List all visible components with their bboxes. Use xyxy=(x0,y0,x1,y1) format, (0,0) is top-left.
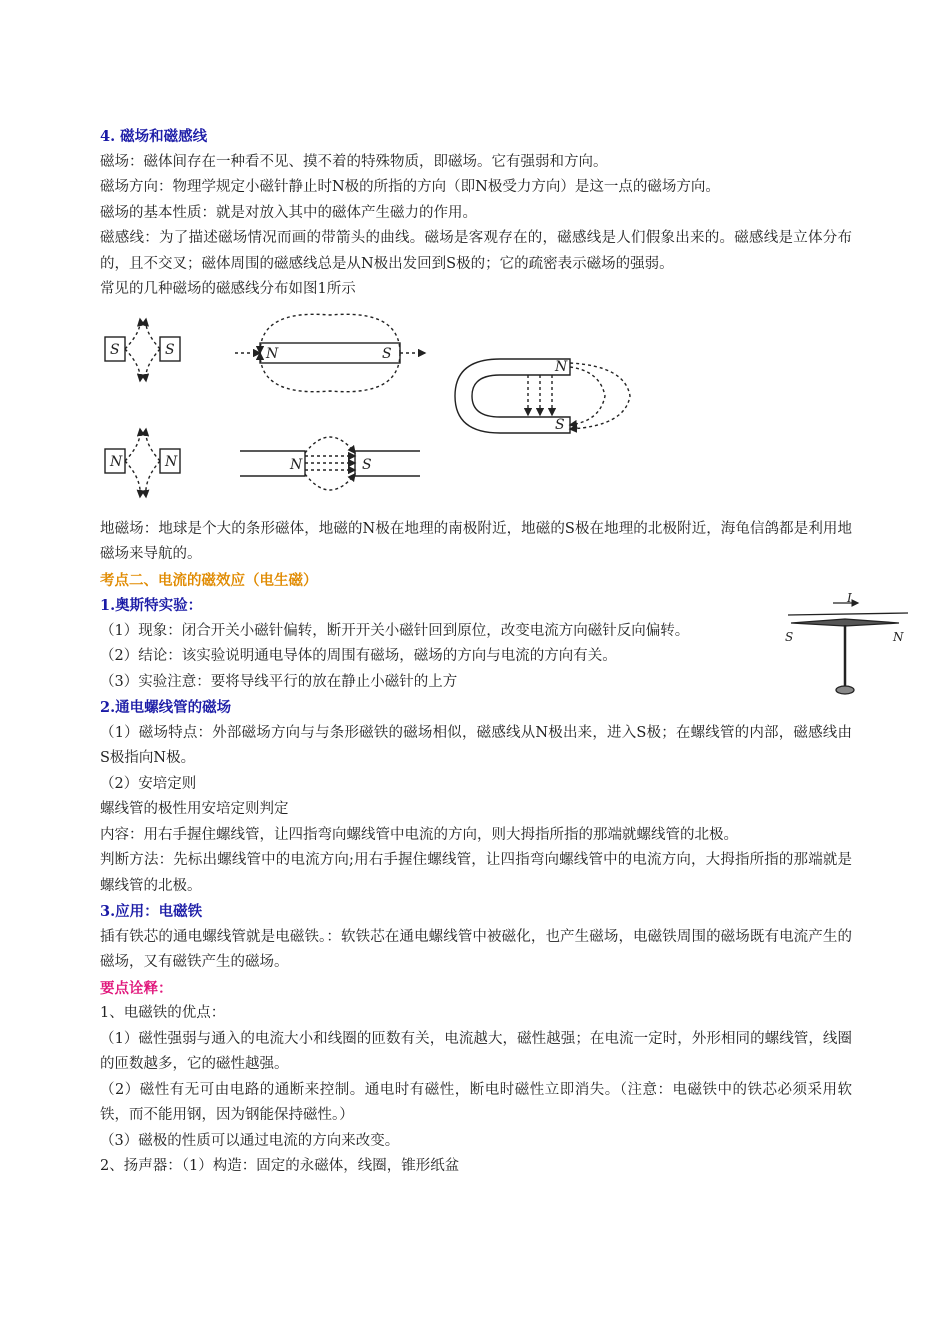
paragraph: 磁场方向：物理学规定小磁针静止时N极的所指的方向（即N极受力方向）是这一点的磁场方向。 xyxy=(100,179,720,195)
keypoints-heading: 要点诠释： xyxy=(100,979,173,997)
paragraph: （2）磁性有无可由电路的通断来控制。通电时有磁性，断电时磁性立即消失。（注意：电磁铁中的铁芯必须采用软铁，而不能用钢，因为钢能保持磁性。） xyxy=(100,1081,852,1123)
oersted-section xyxy=(100,593,904,695)
paragraph: （3）实验注意：要将导线平行的放在静止小磁针的上方 xyxy=(100,673,458,690)
compass-needle xyxy=(791,619,899,626)
label-s: S xyxy=(382,345,392,362)
kaodian2-heading: 考点二、电流的磁效应（电生磁） xyxy=(100,571,318,589)
bar-magnet xyxy=(260,343,400,363)
paragraph: 磁场的基本性质：就是对放入其中的磁体产生磁力的作用。 xyxy=(100,204,477,221)
wire xyxy=(788,613,908,615)
paragraph: 磁感线：为了描述磁场情况而画的带箭头的曲线。磁场是客观存在的，磁感线是人们假象出来的。磁感线是立体分布的，且不交叉；磁体周围的磁感线总是从N极出发回到S极的；它的疏密表示磁场的强弱。 xyxy=(100,230,852,272)
paragraph: 常见的几种磁场的磁感线分布如图1所示 xyxy=(100,281,356,297)
label-s: S xyxy=(555,416,565,433)
paragraph: （2）结论：该实验说明通电导体的周围有磁场，磁场的方向与电流的方向有关。 xyxy=(100,648,617,664)
horseshoe-magnet xyxy=(455,359,570,433)
label-n: N xyxy=(555,358,568,375)
label-s: S xyxy=(785,630,794,644)
paragraph: 判断方法：先标出螺线管中的电流方向;用右手握住螺线管，让四指弯向螺线管中的电流方向，大拇指所指的那端就是螺线管的北极。 xyxy=(100,852,852,894)
section4-heading: 4. 磁场和磁感线 xyxy=(100,128,208,145)
paragraph: 磁场：磁体间存在一种看不见、摸不着的特殊物质，即磁场。它有强弱和方向。 xyxy=(100,153,608,170)
paragraph: （1）现象：闭合开关小磁针偏转，断开开关小磁针回到原位，改变电流方向磁针反向偏转。 xyxy=(100,622,690,639)
paragraph: 内容：用右手握住螺线管，让四指弯向螺线管中电流的方向，则大拇指所指的那端就螺线管的北极。 xyxy=(100,826,738,843)
magnetic-field-lines-figure xyxy=(100,311,660,511)
paragraph: 2、扬声器：（1）构造：固定的永磁体，线圈，锥形纸盆 xyxy=(100,1158,460,1174)
label-i: I xyxy=(847,593,852,605)
electromagnet-heading: 3.应用：电磁铁 xyxy=(100,903,203,920)
paragraph: 地磁场：地球是个大的条形磁体，地磁的N极在地理的南极附近，地磁的S极在地理的北极附近，海龟信鸽都是利用地磁场来导航的。 xyxy=(100,520,852,562)
label-n: N xyxy=(893,630,904,644)
label-n: N xyxy=(290,456,303,473)
label-s: S xyxy=(110,341,120,358)
solenoid-heading: 2.通电螺线管的磁场 xyxy=(100,699,232,716)
paragraph: （1）磁场特点：外部磁场方向与与条形磁铁的磁场相似，磁感线从N极出来，进入S极；在螺线管的内部，磁感线由S极指向N极。 xyxy=(100,724,852,766)
label-n: N xyxy=(266,345,279,362)
label-s: S xyxy=(362,456,372,473)
paragraph: （2）安培定则 xyxy=(100,775,197,792)
paragraph: （1）磁性强弱与通入的电流大小和线圈的匝数有关，电流越大，磁性越强；在电流一定时，外形相同的螺线管，线圈的匝数越多，它的磁性越强。 xyxy=(100,1030,852,1072)
paragraph: （3）磁极的性质可以通过电流的方向来改变。 xyxy=(100,1132,400,1149)
document-page xyxy=(100,124,904,1180)
label-s: S xyxy=(165,341,175,358)
oersted-heading: 1.奥斯特实验： xyxy=(100,597,203,614)
label-n: N xyxy=(165,453,178,470)
paragraph: 1、电磁铁的优点： xyxy=(100,1005,226,1021)
paragraph: 螺线管的极性用安培定则判定 xyxy=(100,801,289,817)
stand-base xyxy=(836,686,854,694)
paragraph: 插有铁芯的通电螺线管就是电磁铁。：软铁芯在通电螺线管中被磁化，也产生磁场，电磁铁周围的磁场既有电流产生的磁场，又有磁铁产生的磁场。 xyxy=(100,928,852,970)
label-n: N xyxy=(110,453,123,470)
oersted-experiment-figure xyxy=(783,593,913,703)
